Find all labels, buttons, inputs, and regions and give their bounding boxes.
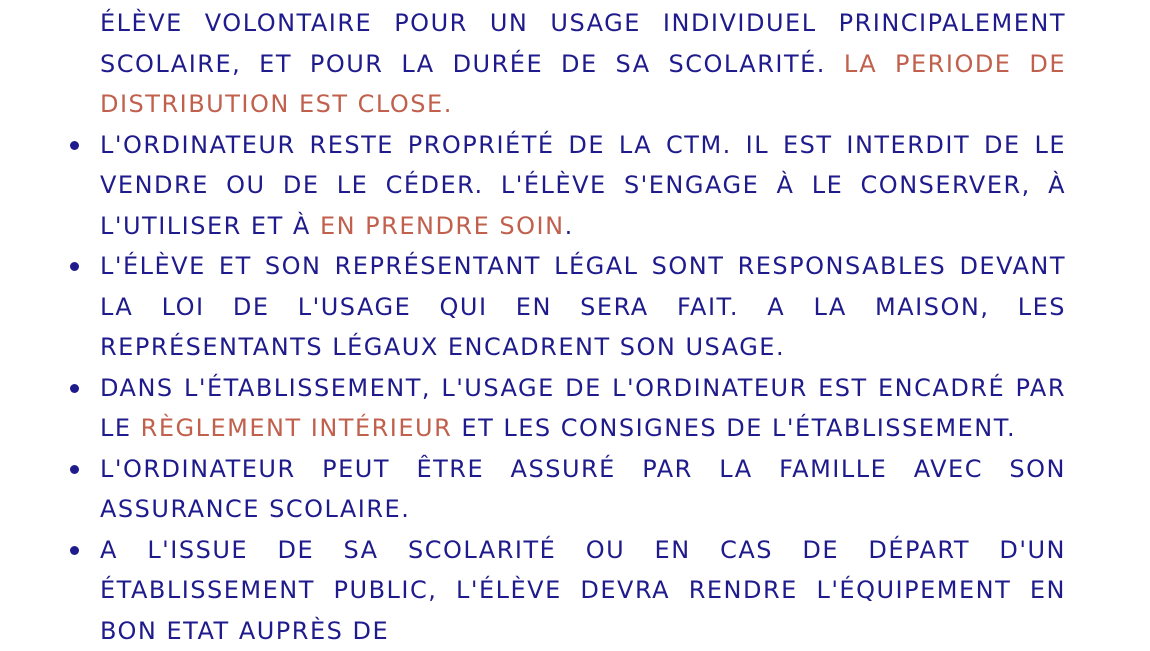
rule-text: DANS L'ÉTABLISSEMENT, L'USAGE DE L'ORDINATEUR EST ENCADRÉ PAR LE — [100, 374, 1066, 443]
rules-list — [100, 3, 1066, 651]
rule-text: L'ÉLÈVE ET SON REPRÉSENTANT LÉGAL SONT RESPONSABLES DEVANT LA LOI DE L'USAGE QUI EN SERA FAIT. A LA MAISON, LES REPRÉSENTANTS LÉGAUX ENCADRENT SON USAGE. — [100, 252, 1066, 361]
bullet-icon — [70, 384, 79, 393]
rule-text: ÉLÈVE VOLONTAIRE POUR UN USAGE INDIVIDUEL PRINCIPALEMENT SCOLAIRE, ET POUR LA DURÉE DE SA SCOLARITÉ. — [100, 9, 1066, 78]
rule-item — [100, 449, 1066, 530]
rule-text: L'ORDINATEUR RESTE PROPRIÉTÉ DE LA CTM. IL EST INTERDIT DE LE VENDRE OU DE LE CÉDER. L'ÉLÈVE S'ENGAGE À LE CONSERVER, À L'UTILISER ET À — [100, 131, 1066, 240]
rule-item — [100, 530, 1066, 651]
highlighted-text: LA PERIODE DE DISTRIBUTION EST CLOSE. — [100, 50, 1066, 119]
rule-item — [100, 368, 1066, 449]
bullet-icon — [70, 465, 79, 474]
highlighted-text: EN PRENDRE SOIN — [320, 212, 565, 240]
rule-text: ET LES CONSIGNES DE L'ÉTABLISSEMENT. — [452, 414, 1016, 442]
bullet-icon — [70, 262, 79, 271]
bullet-icon — [70, 546, 79, 555]
bullet-icon — [70, 141, 79, 150]
rule-item — [100, 3, 1066, 125]
rule-text: A L'ISSUE DE SA SCOLARITÉ OU EN CAS DE DÉPART D'UN ÉTABLISSEMENT PUBLIC, L'ÉLÈVE DEVRA RENDRE L'ÉQUIPEMENT EN BON ETAT AUPRÈS DE — [100, 536, 1066, 645]
rule-text: . — [565, 212, 574, 240]
rule-item — [100, 246, 1066, 368]
highlighted-text: RÈGLEMENT INTÉRIEUR — [141, 414, 453, 442]
rule-text: L'ORDINATEUR PEUT ÊTRE ASSURÉ PAR LA FAMILLE AVEC SON ASSURANCE SCOLAIRE. — [100, 455, 1066, 524]
rule-item — [100, 125, 1066, 247]
